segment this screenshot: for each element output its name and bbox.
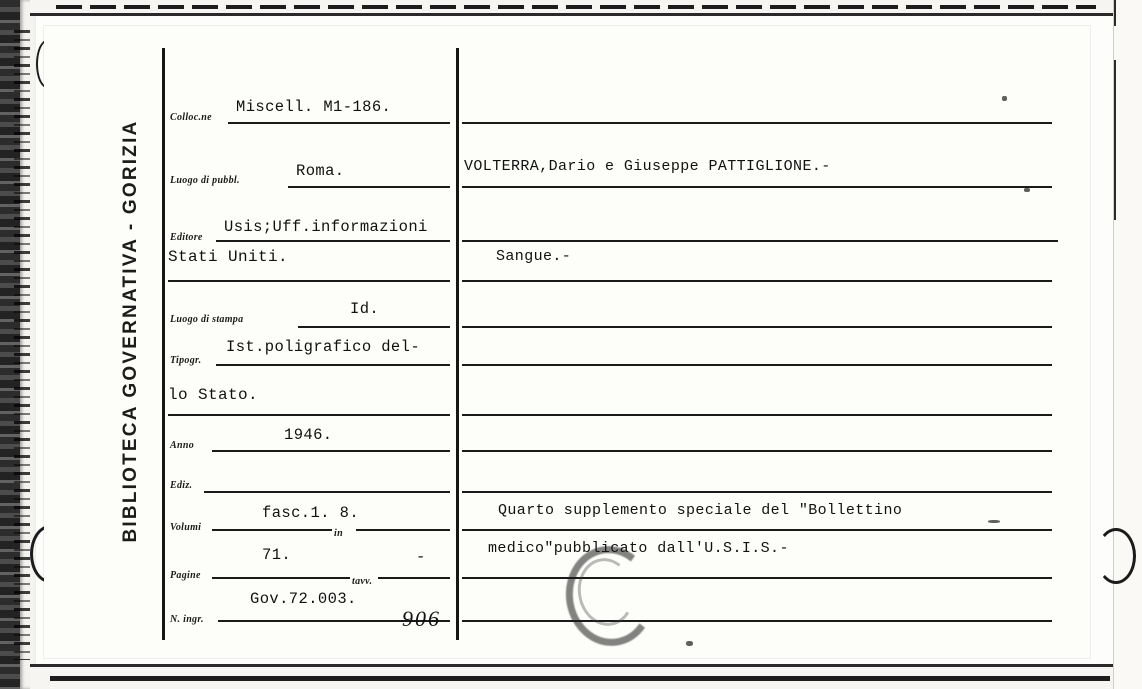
field-label-tavv: tavv. <box>352 576 373 587</box>
field-label-luogo-stampa: Luogo di stampa <box>170 314 244 325</box>
field-value-tipografo-cont: lo Stato. <box>168 386 259 404</box>
field-value-volumi: fasc.1. 8. <box>262 504 360 522</box>
entry-rule-10 <box>462 529 1052 531</box>
punch-hole-right <box>1096 528 1136 584</box>
rule-anno <box>212 450 450 452</box>
field-value-luogo-stampa: Id. <box>350 300 380 318</box>
field-label-numero-ingresso: N. ingr. <box>170 614 204 625</box>
scan-noise-speck <box>1024 188 1030 192</box>
scan-top-dashes <box>56 5 1096 9</box>
field-label-in: in <box>334 528 343 539</box>
catalog-card <box>44 26 1090 658</box>
rule-volumi <box>212 529 332 531</box>
field-value-editore-cont: Stati Uniti. <box>168 248 289 266</box>
scan-right-border <box>1113 0 1142 689</box>
entry-note-line-2: medico"pubblicato dall'U.S.I.S.- <box>488 540 789 557</box>
entry-title-line: Sangue.- <box>496 248 572 265</box>
scan-bottom-dashes <box>50 676 1110 681</box>
field-label-editore: Editore <box>170 232 203 243</box>
field-value-pagine: 71. <box>262 546 292 564</box>
field-label-luogo-pubbl: Luogo di pubbl. <box>170 175 240 186</box>
card-form-fields <box>166 50 456 640</box>
rule-pagine <box>212 577 350 579</box>
rule-editore-cont <box>168 280 450 282</box>
field-value-anno: 1946. <box>284 426 333 444</box>
card-entry-column <box>456 50 1056 640</box>
handwritten-number: 906 <box>402 606 441 631</box>
scan-edge-speckles <box>14 30 30 660</box>
field-label-volumi: Volumi <box>170 522 202 533</box>
field-value-collocazione: Miscell. M1-186. <box>236 98 392 116</box>
rule-tipografo-cont <box>168 414 450 416</box>
scan-right-tick-mid <box>1114 60 1116 220</box>
entry-rule-11 <box>462 577 1052 579</box>
entry-rule-9 <box>462 491 1052 493</box>
field-label-edizione: Ediz. <box>170 480 193 491</box>
field-value-tipografo: Ist.poligrafico del- <box>226 338 421 356</box>
scan-noise-speck <box>988 520 1000 523</box>
rule-collocazione <box>228 122 450 124</box>
entry-rule-2 <box>462 186 1052 188</box>
entry-rule-7 <box>462 414 1052 416</box>
field-value-tavv: - <box>416 548 426 566</box>
scan-noise-speck <box>1002 96 1007 101</box>
entry-author-line: VOLTERRA,Dario e Giuseppe PATTIGLIONE.- <box>464 158 831 175</box>
library-name-band <box>96 50 154 640</box>
rule-tavv <box>378 577 450 579</box>
scan-noise-speck <box>686 641 693 646</box>
field-value-editore: Usis;Uff.informazioni <box>224 218 428 236</box>
rule-editore <box>216 240 450 242</box>
card-vertical-rule-left <box>162 48 165 640</box>
field-label-pagine: Pagine <box>170 570 201 581</box>
entry-rule-3 <box>462 240 1058 242</box>
field-value-numero-ingresso: Gov.72.003. <box>250 590 357 608</box>
rule-luogo-pubbl <box>288 186 450 188</box>
field-label-anno: Anno <box>170 440 194 451</box>
entry-rule-6 <box>462 364 1052 366</box>
rule-in <box>356 529 450 531</box>
field-value-luogo-pubbl: Roma. <box>296 162 345 180</box>
field-label-tipografo: Tipogr. <box>170 355 202 366</box>
entry-rule-5 <box>462 326 1052 328</box>
entry-note-line-1: Quarto supplemento speciale del "Bollettino <box>498 502 903 519</box>
entry-rule-4 <box>462 280 1052 282</box>
rule-luogo-stampa <box>298 326 450 328</box>
scan-right-tick-top <box>1114 0 1116 26</box>
rule-tipografo <box>216 364 450 366</box>
entry-rule-12 <box>462 620 1052 622</box>
field-label-collocazione: Colloc.ne <box>170 112 212 123</box>
entry-rule-8 <box>462 450 1052 452</box>
rule-edizione <box>204 491 450 493</box>
entry-rule-1 <box>462 122 1052 124</box>
library-name-text: BIBLIOTECA GOVERNATIVA - GORIZIA <box>120 119 141 543</box>
